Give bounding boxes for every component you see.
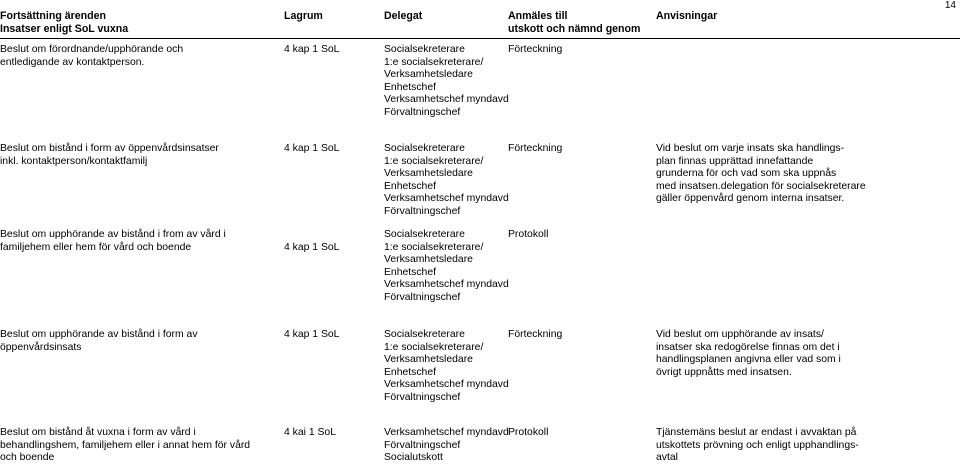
cell-anmales: Protokoll — [508, 427, 549, 438]
cell-delegat-line: Förvaltningschef — [384, 205, 461, 217]
cell-arende — [0, 143, 219, 168]
cell-arende — [0, 329, 198, 354]
cell-anvisningar-line: gäller öppenvård genom interna insatser. — [656, 193, 845, 205]
cell-delegat-line: Socialsekreterare — [384, 229, 465, 240]
cell-anvisningar-line: utskottets prövning och enligt upphandlings- — [656, 439, 859, 451]
cell-anvisningar-line: Tjänstemäns beslut ar endast i avvaktan på — [656, 427, 857, 438]
cell-delegat-line: Förvaltningschef — [384, 439, 461, 451]
cell-lagrum: 4 kap 1 SoL — [284, 329, 340, 340]
header-arende — [0, 10, 128, 36]
cell-arende-line: Beslut om bistånd i form av öppenvårdsinsatser — [0, 143, 219, 154]
cell-delegat — [384, 229, 509, 305]
cell-delegat-line: Enhetschef — [384, 266, 436, 278]
cell-anvisningar-line: med insatsen.delegation för socialsekreterare — [656, 180, 866, 192]
cell-delegat-line: Socialsekreterare — [384, 44, 465, 55]
cell-delegat-line: Enhetschef — [384, 180, 436, 192]
cell-lagrum: 4 kap 1 SoL — [284, 143, 340, 154]
cell-arende-line: inkl. kontaktperson/kontaktfamilj — [0, 155, 148, 167]
cell-arende-line: Beslut om förordnande/upphörande och — [0, 44, 184, 55]
cell-anvisningar — [656, 427, 859, 465]
table-header — [0, 10, 960, 38]
cell-anvisningar-line: plan finnas upprättad innefattande — [656, 155, 814, 167]
cell-anvisningar-line: handlingsplanen angivna eller vad som i — [656, 354, 841, 366]
cell-arende-line: familjehem eller hem för vård och boende — [0, 241, 192, 253]
cell-delegat-line: Förvaltningschef — [384, 391, 461, 403]
header-anmales — [508, 10, 640, 36]
cell-anmales: Förteckning — [508, 143, 563, 154]
cell-anvisningar — [656, 329, 841, 379]
cell-arende — [0, 427, 250, 465]
header-delegat: Delegat — [384, 10, 423, 22]
cell-delegat-line: Verksamhetsledare — [384, 354, 473, 366]
header-lagrum: Lagrum — [284, 10, 323, 22]
cell-delegat-line: Enhetschef — [384, 81, 436, 93]
header-anvisningar: Anvisningar — [656, 10, 718, 22]
page-number: 14 — [944, 0, 956, 11]
cell-arende — [0, 229, 226, 254]
cell-anvisningar-line: Vid beslut om upphörande av insats/ — [656, 329, 824, 340]
cell-delegat-line: Verksamhetschef myndavd — [384, 193, 509, 205]
cell-delegat-line: Verksamhetschef myndavd — [384, 427, 509, 438]
cell-delegat-line: Socialsekreterare — [384, 143, 465, 154]
cell-delegat — [384, 329, 509, 405]
header-arende-line1: Fortsättning ärenden — [0, 10, 106, 22]
cell-delegat-line: Socialsekreterare — [384, 329, 465, 340]
cell-anmales: Förteckning — [508, 44, 563, 55]
header-divider — [0, 38, 960, 39]
cell-delegat-line: 1:e socialsekreterare/ — [384, 341, 484, 353]
cell-lagrum: 4 kai 1 SoL — [284, 427, 336, 438]
cell-arende-line: behandlingshem, familjehem eller i annat hem för vård — [0, 439, 251, 451]
cell-arende-line: och boende — [0, 452, 55, 464]
cell-anmales: Protokoll — [508, 229, 549, 240]
cell-delegat-line: Verksamhetschef myndavd — [384, 379, 509, 391]
cell-anvisningar — [656, 143, 866, 206]
cell-anvisningar-line: avtal — [656, 452, 678, 464]
cell-arende-line: Beslut om upphörande av bistånd i form av — [0, 329, 198, 340]
cell-anvisningar-line: grunderna för och vad som ska uppnås — [656, 168, 837, 180]
cell-anvisningar-line: övrigt uppnåtts med insatsen. — [656, 366, 792, 378]
cell-delegat-line: Verksamhetschef myndavd — [384, 279, 509, 291]
cell-delegat — [384, 44, 509, 120]
cell-lagrum: 4 kap 1 SoL — [284, 241, 340, 253]
cell-delegat — [384, 143, 509, 219]
cell-anmales: Förteckning — [508, 329, 563, 340]
cell-delegat-line: 1:e socialsekreterare/ — [384, 241, 484, 253]
cell-delegat — [384, 427, 509, 465]
cell-arende-line: entledigande av kontaktperson. — [0, 56, 145, 68]
cell-anvisningar-line: Vid beslut om varje insats ska handlings- — [656, 143, 845, 154]
cell-arende — [0, 44, 183, 69]
header-anmales-line1: Anmäles till — [508, 10, 568, 22]
cell-anvisningar-line: insatser ska redogörelse finnas om det i — [656, 341, 840, 353]
cell-delegat-line: Förvaltningschef — [384, 106, 461, 118]
header-arende-line2: Insatser enligt SoL vuxna — [0, 23, 129, 35]
cell-delegat-line: 1:e socialsekreterare/ — [384, 155, 484, 167]
cell-arende-line: öppenvårdsinsats — [0, 341, 82, 353]
cell-arende-line: Beslut om upphörande av bistånd i from av vård i — [0, 229, 226, 240]
header-anmales-line2: utskott och nämnd genom — [508, 23, 641, 35]
cell-delegat-line: Förvaltningschef — [384, 291, 461, 303]
cell-delegat-line: Verksamhetsledare — [384, 69, 473, 81]
cell-delegat-line: Socialutskott — [384, 452, 443, 464]
cell-arende-line: Beslut om bistånd åt vuxna i form av vård i — [0, 427, 196, 438]
cell-delegat-line: Verksamhetschef myndavd — [384, 94, 509, 106]
cell-delegat-line: Verksamhetsledare — [384, 168, 473, 180]
cell-lagrum: 4 kap 1 SoL — [284, 44, 340, 55]
cell-delegat-line: Verksamhetsledare — [384, 254, 473, 266]
cell-delegat-line: Enhetschef — [384, 366, 436, 378]
cell-delegat-line: 1:e socialsekreterare/ — [384, 56, 484, 68]
